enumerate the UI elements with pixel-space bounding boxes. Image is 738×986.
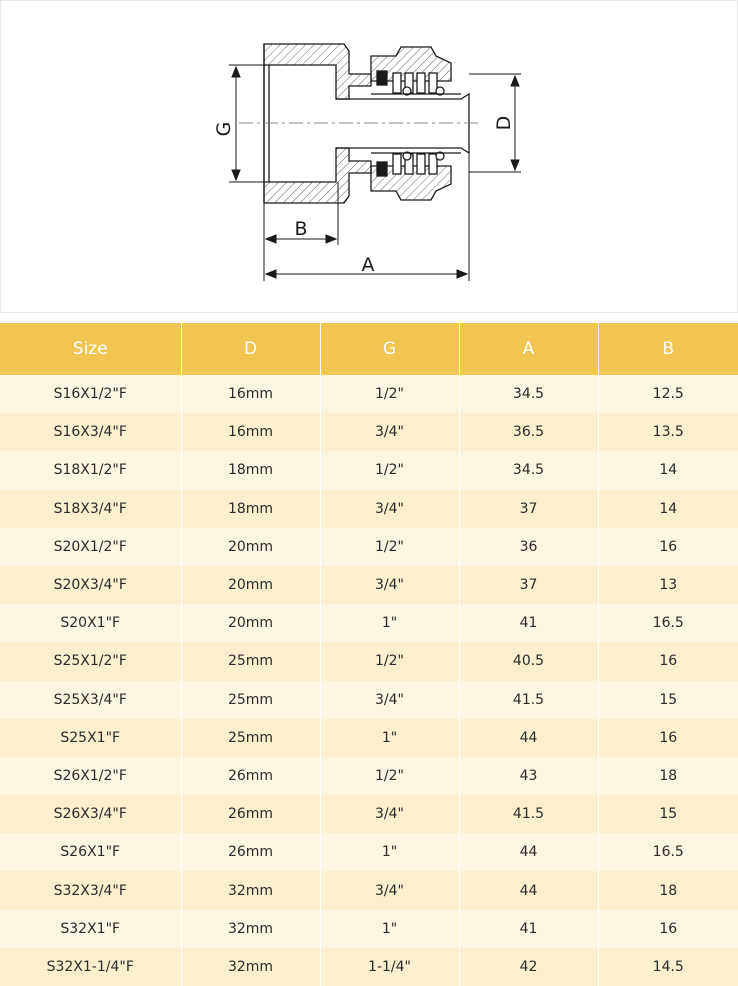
g-cell: 1/2" (320, 375, 459, 413)
b-cell: 16.5 (598, 604, 738, 642)
table-row (0, 642, 738, 680)
g-cell: 1" (320, 910, 459, 948)
a-cell: 41 (459, 910, 598, 948)
header-a: A (459, 323, 598, 375)
b-cell: 18 (598, 871, 738, 909)
d-cell: 20mm (181, 566, 320, 604)
d-cell: 20mm (181, 528, 320, 566)
d-cell: 25mm (181, 681, 320, 719)
table-row (0, 604, 738, 642)
table-row (0, 528, 738, 566)
compression-nut-upper (371, 47, 451, 95)
a-cell: 41.5 (459, 681, 598, 719)
b-cell: 14 (598, 451, 738, 489)
a-cell: 44 (459, 719, 598, 757)
header-g: G (320, 323, 459, 375)
compression-nut-lower (371, 152, 451, 200)
table-row (0, 451, 738, 489)
size-cell: S18X3/4"F (0, 490, 181, 528)
b-cell: 14 (598, 490, 738, 528)
size-cell: S26X1/2"F (0, 757, 181, 795)
size-cell: S25X1/2"F (0, 642, 181, 680)
table-row (0, 681, 738, 719)
a-cell: 43 (459, 757, 598, 795)
size-cell: S32X1"F (0, 910, 181, 948)
technical-drawing-panel (0, 0, 738, 313)
d-cell: 18mm (181, 490, 320, 528)
size-cell: S20X1"F (0, 604, 181, 642)
dimension-label-b: B (294, 218, 308, 240)
a-cell: 44 (459, 833, 598, 871)
g-cell: 3/4" (320, 871, 459, 909)
g-cell: 1-1/4" (320, 948, 459, 986)
b-cell: 15 (598, 795, 738, 833)
b-cell: 16 (598, 528, 738, 566)
b-cell: 16.5 (598, 833, 738, 871)
size-cell: S26X1"F (0, 833, 181, 871)
table-row (0, 719, 738, 757)
table-body (0, 375, 738, 986)
b-cell: 16 (598, 719, 738, 757)
b-cell: 14.5 (598, 948, 738, 986)
dimension-label-a: A (361, 254, 375, 276)
d-cell: 18mm (181, 451, 320, 489)
fitting-cross-section-drawing (1, 1, 737, 312)
a-cell: 36.5 (459, 413, 598, 451)
g-cell: 1" (320, 719, 459, 757)
size-cell: S20X3/4"F (0, 566, 181, 604)
b-cell: 18 (598, 757, 738, 795)
a-cell: 42 (459, 948, 598, 986)
g-cell: 1/2" (320, 528, 459, 566)
table-row (0, 757, 738, 795)
d-cell: 16mm (181, 413, 320, 451)
header-size: Size (0, 323, 181, 375)
header-b: B (598, 323, 738, 375)
table-row (0, 910, 738, 948)
table-row (0, 948, 738, 986)
a-cell: 36 (459, 528, 598, 566)
b-cell: 13 (598, 566, 738, 604)
d-cell: 25mm (181, 719, 320, 757)
a-cell: 37 (459, 566, 598, 604)
a-cell: 41.5 (459, 795, 598, 833)
g-cell: 1/2" (320, 451, 459, 489)
b-cell: 13.5 (598, 413, 738, 451)
b-cell: 12.5 (598, 375, 738, 413)
g-cell: 3/4" (320, 413, 459, 451)
d-cell: 16mm (181, 375, 320, 413)
table-row (0, 566, 738, 604)
g-cell: 3/4" (320, 566, 459, 604)
a-cell: 34.5 (459, 451, 598, 489)
a-cell: 40.5 (459, 642, 598, 680)
g-cell: 3/4" (320, 681, 459, 719)
table-row (0, 413, 738, 451)
d-cell: 26mm (181, 795, 320, 833)
g-cell: 3/4" (320, 490, 459, 528)
d-cell: 32mm (181, 948, 320, 986)
size-cell: S32X1-1/4"F (0, 948, 181, 986)
d-cell: 32mm (181, 910, 320, 948)
d-cell: 32mm (181, 871, 320, 909)
table-row (0, 871, 738, 909)
a-cell: 37 (459, 490, 598, 528)
d-cell: 20mm (181, 604, 320, 642)
a-cell: 44 (459, 871, 598, 909)
dimension-label-g: G (213, 121, 235, 137)
size-cell: S32X3/4"F (0, 871, 181, 909)
size-cell: S20X1/2"F (0, 528, 181, 566)
a-cell: 41 (459, 604, 598, 642)
d-cell: 26mm (181, 757, 320, 795)
table-row (0, 833, 738, 871)
b-cell: 16 (598, 642, 738, 680)
b-cell: 15 (598, 681, 738, 719)
table-row (0, 375, 738, 413)
size-cell: S25X1"F (0, 719, 181, 757)
table-row (0, 795, 738, 833)
d-cell: 26mm (181, 833, 320, 871)
g-cell: 1/2" (320, 642, 459, 680)
dimension-label-d: D (493, 115, 515, 131)
g-cell: 3/4" (320, 795, 459, 833)
a-cell: 34.5 (459, 375, 598, 413)
size-cell: S26X3/4"F (0, 795, 181, 833)
header-d: D (181, 323, 320, 375)
size-cell: S25X3/4"F (0, 681, 181, 719)
size-cell: S18X1/2"F (0, 451, 181, 489)
g-cell: 1" (320, 833, 459, 871)
b-cell: 16 (598, 910, 738, 948)
size-cell: S16X3/4"F (0, 413, 181, 451)
size-cell: S16X1/2"F (0, 375, 181, 413)
table-header-row (0, 323, 738, 375)
table-row (0, 490, 738, 528)
d-cell: 25mm (181, 642, 320, 680)
specification-table (0, 323, 738, 986)
g-cell: 1/2" (320, 757, 459, 795)
g-cell: 1" (320, 604, 459, 642)
